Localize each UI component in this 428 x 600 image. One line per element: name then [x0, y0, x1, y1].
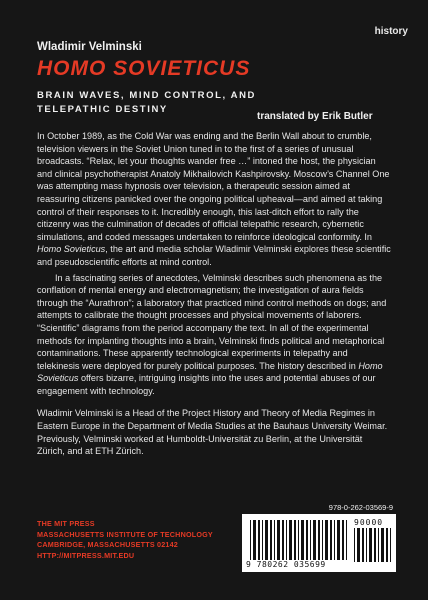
barcode-bar [250, 520, 251, 560]
barcode-bar [274, 520, 275, 560]
publisher-url: HTTP://MITPRESS.MIT.EDU [37, 550, 135, 560]
barcode-bar [381, 528, 384, 562]
barcode-bar [277, 520, 280, 560]
barcode-bar [270, 520, 272, 560]
barcode-bar [337, 520, 340, 560]
author-bio: Wladimir Velminski is a Head of the Project History and Theory of Media Regimes in Eastern Europe in the Department of Media Studies at the Bauhaus University Weimar. Previously, Velminski worked at Humboldt-Universität zu Berlin, at the Universität Zürich, and at ETH Zürich. [37, 408, 388, 457]
blurb-p2-title: Homo Sovieticus [37, 360, 383, 384]
barcode-bar [253, 520, 256, 560]
category-label: history [374, 26, 408, 37]
barcode-bar [386, 528, 388, 562]
barcode-bar [325, 520, 328, 560]
barcode-bar [330, 520, 332, 560]
barcode-bar [369, 528, 372, 562]
barcode-bar [322, 520, 323, 560]
barcode-bar [294, 520, 296, 560]
blurb-p2-text: In a fascinating series of anecdotes, Velminski describes such phenomena as the conflation of mental energy and electromagnetism; the investigation of aura fields through the “Aurathron”; a laboratory that practiced mind control methods on dogs; and attempts to calibrate the thought processes and physical movements of laborers. “Scientific” diagrams from the period accompany the text. In all of the experimental methods for implanting thoughts into a brain, Velminski finds political and metaphorical contaminations. These apparently technological experiments in telepathy and telekinesis were deployed for purely political purposes. The history described in [37, 272, 387, 371]
barcode-bar [265, 520, 268, 560]
barcode-bar [318, 520, 320, 560]
blurb [37, 130, 392, 458]
barcode-bar [282, 520, 284, 560]
book-title: HOMO SOVIETICUS [37, 57, 251, 80]
translator-credit: translated by Erik Butler [257, 111, 373, 122]
blurb-paragraph-1 [37, 130, 392, 269]
barcode-bar [306, 520, 308, 560]
barcode-bar [334, 520, 335, 560]
barcode-bar [289, 520, 292, 560]
author-name: Wladimir Velminski [37, 41, 142, 53]
barcode-digits: 9 780262 035699 [246, 560, 326, 569]
barcode-bar [301, 520, 304, 560]
publisher-address: CAMBRIDGE, MASSACHUSETTS 02142 [37, 540, 178, 549]
isbn: 978-0-262-03569-9 [328, 503, 393, 512]
barcode-bar [286, 520, 287, 560]
barcode-bar [298, 520, 299, 560]
subtitle-line-1: BRAIN WAVES, MIND CONTROL, AND [37, 90, 256, 101]
barcode-bar [262, 520, 263, 560]
barcode-bar [357, 528, 360, 562]
blurb-p1-title: Homo Sovieticus [37, 244, 106, 255]
barcode-bar [258, 520, 260, 560]
barcode [242, 514, 396, 572]
blurb-paragraph-2 [37, 272, 392, 398]
publisher-institution: MASSACHUSETTS INSTITUTE OF TECHNOLOGY [37, 529, 213, 539]
blurb-p1-end: , the art and media scholar Wladimir Velminski explores these scientific and pseudoscientific efforts at mind control. [37, 244, 391, 267]
barcode-bar [374, 528, 376, 562]
blurb-p2-end: offers bizarre, intriguing insights into the uses and potential abuses of our engagement with technology. [37, 373, 376, 396]
publisher-info [37, 519, 213, 561]
subtitle-line-2: TELEPATHIC DESTINY [37, 104, 168, 115]
barcode-addon-digits: 90000 [354, 518, 384, 527]
barcode-bar [366, 528, 367, 562]
barcode-addon-bars [354, 528, 392, 562]
blurb-p1-text: In October 1989, as the Cold War was ending and the Berlin Wall about to crumble, television viewers in the Soviet Union tuned in to the first of a series of unusual broadcasts. “Relax, let your thoughts wander free …” intoned the host, the physician and clinical psychotherapist Anatoly Mikhailovich Kashpirovsky. Moscow’s Channel One was attempting mass hypnosis over television, a therapeutic session aimed at reassuring citizens panicked over the ongoing political upheaval—and aimed at taking control of their responses to it. Incredibly enough, this last-ditch effort to rally the citizenry was the culmination of decades of official telepathic research, cybernetic simulations, and coded messages undertaken to reinforce ideological conformity. In [37, 131, 390, 242]
barcode-bar [378, 528, 379, 562]
publisher-name: THE MIT PRESS [37, 519, 95, 528]
barcode-bar [390, 528, 391, 562]
barcode-bar [310, 520, 311, 560]
barcode-bar [354, 528, 355, 562]
barcode-bar [346, 520, 347, 560]
barcode-main-bars [250, 520, 350, 560]
barcode-bar [342, 520, 344, 560]
barcode-bar [362, 528, 364, 562]
barcode-bar [313, 520, 316, 560]
